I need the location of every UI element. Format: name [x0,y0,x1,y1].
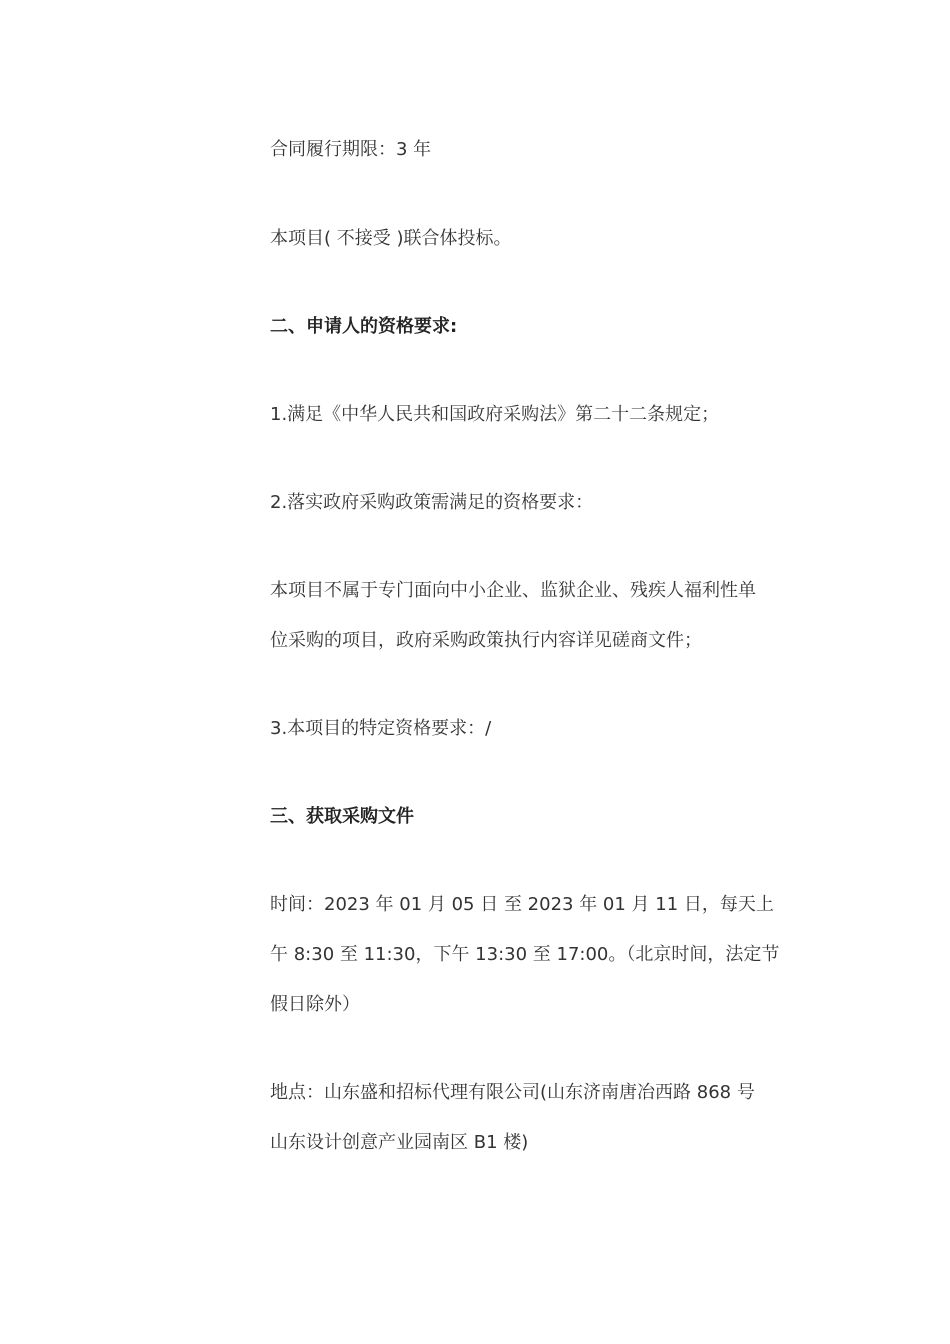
requirement-item-1: 1.满足《中华人民共和国政府采购法》第二十二条规定； [270,404,720,425]
requirement-item-2: 2.落实政府采购政策需满足的资格要求： [270,492,594,513]
time-paragraph-line-3: 假日除外） [270,994,360,1015]
location-paragraph-line-1: 地点：山东盛和招标代理有限公司(山东济南唐冶西路 868 号 [270,1082,755,1103]
section-heading-qualifications: 二、申请人的资格要求: [270,316,458,337]
policy-paragraph-line-1: 本项目不属于专门面向中小企业、监狱企业、残疾人福利性单 [270,580,756,601]
time-paragraph-line-1: 时间：2023 年 01 月 05 日 至 2023 年 01 月 11 日，每天上 [270,894,774,915]
time-paragraph-line-2: 午 8:30 至 11:30，下午 13:30 至 17:00。（北京时间，法定节 [270,944,780,965]
location-paragraph-line-2: 山东设计创意产业园南区 B1 楼) [270,1132,529,1153]
section-heading-obtain-documents: 三、获取采购文件 [270,806,414,827]
contract-term-text: 合同履行期限：3 年 [270,139,432,160]
requirement-item-3: 3.本项目的特定资格要求：/ [270,718,492,739]
policy-paragraph-line-2: 位采购的项目，政府采购政策执行内容详见磋商文件； [270,630,702,651]
consortium-bid-text: 本项目( 不接受 )联合体投标。 [270,228,512,249]
